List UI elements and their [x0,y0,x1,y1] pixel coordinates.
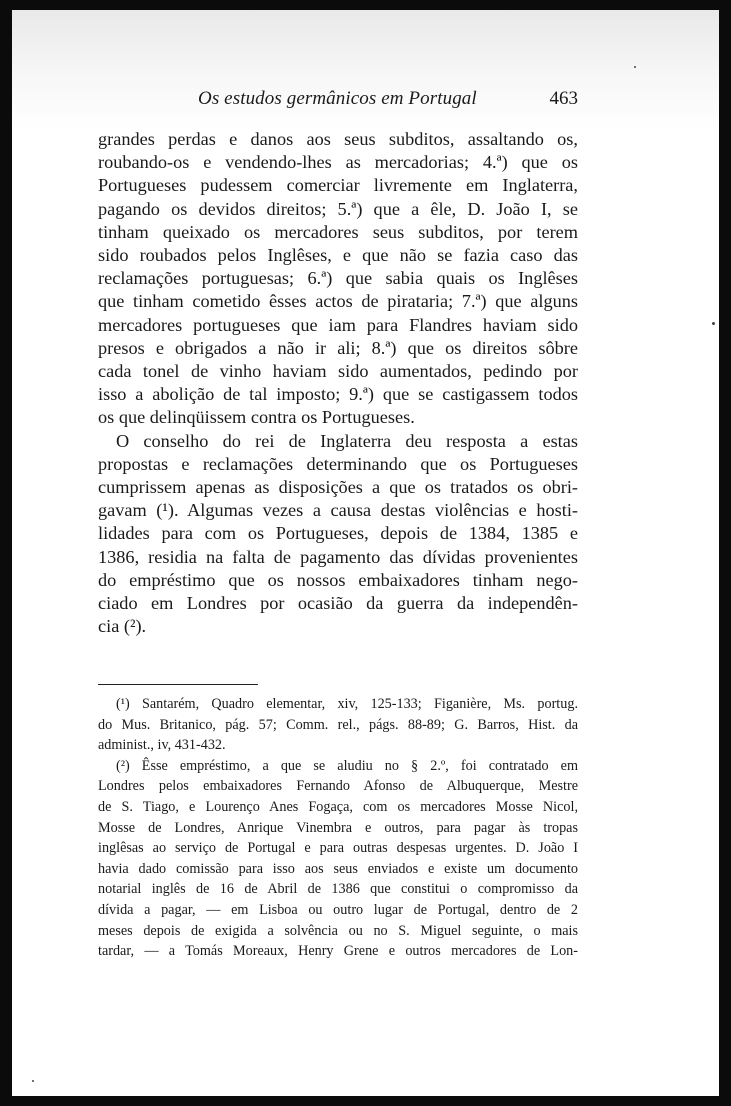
text-line: ciado em Londres por ocasião da guerra da independên- [98,593,578,614]
text-line: cia (²). [98,616,147,637]
text-line: 1386, residia na falta de pagamento das dívidas provenientes [98,546,578,567]
text-line: grandes perdas e danos aos seus subditos, assaltando os, [98,129,578,149]
text-line: pagando os devidos direitos; 5.ª) que a êle, D. João I, se [98,198,578,219]
footnote-line: havia dado comissão para isso aos seus enviados e existe um documento [98,860,578,877]
book-page [12,10,719,1096]
text-line: cada tonel de vinho haviam sido aumentados, pedindo por [98,361,578,382]
footnote-line: notarial inglês de 16 de Abril de 1386 que constitui o compromisso da [98,881,578,898]
page-header [100,88,578,118]
footnote-line: Mosse de Londres, Anrique Vinembra e outros, para pagar às tropas [98,819,578,836]
text-line: O conselho do rei de Inglaterra deu resposta a estas [116,430,578,451]
footnote-line: tardar, — a Tomás Moreaux, Henry Grene e outros mercadores de Lon- [98,943,578,960]
footnotes [98,694,578,962]
scan-speck [32,1080,34,1082]
footnote-line: (²) Êsse empréstimo, a que se aludiu no § 2.º, foi contratado em [116,757,578,774]
text-line: mercadores portugueses que iam para Flandres haviam sido [98,314,578,335]
text-line: lidades para com os Portugueses, depois de 1384, 1385 e [98,523,578,544]
text-line: roubando-os e vendendo-lhes as mercadorias; 4.ª) que os [98,152,578,173]
footnote-line: meses depois de exigida a solvência ou no S. Miguel seguinte, o mais [98,922,578,939]
text-line: tinham queixado os mercadores seus subditos, por terem [98,221,578,242]
text-line: gavam (¹). Algumas vezes a causa destas violências e hosti- [98,500,578,521]
footnote-separator [98,684,258,685]
text-line: sido roubados pelos Inglêses, e que não se fazia caso das [98,245,578,266]
main-text [98,128,578,638]
text-line: reclamações portuguesas; 6.ª) que sabia quais os Inglêses [98,268,578,289]
footnote-line: administ., iv, 431-432. [98,737,226,754]
running-title: Os estudos germânicos em Portugal [198,88,477,109]
text-line: cumprissem apenas as disposições a que os tratados os obri- [98,477,578,498]
footnote-line: inglêsas ao serviço de Portugal e para outras despesas urgentes. D. João I [98,840,578,857]
footnote-line: do Mus. Britanico, pág. 57; Comm. rel., págs. 88-89; G. Barros, Hist. da [98,716,578,733]
scan-speck [712,322,715,325]
text-line: Portugueses pudessem comerciar livremente em Inglaterra, [98,175,578,196]
footnote-line: Londres pelos embaixadores Fernando Afonso de Albuquerque, Mestre [98,778,578,795]
text-line: os que delinqüissem contra os Portugueses. [98,407,415,428]
footnote-line: de S. Tiago, e Lourenço Anes Fogaça, com os mercadores Mosse Nicol, [98,798,578,815]
text-line: que tinham cometido êsses actos de pirataria; 7.ª) que alguns [98,291,578,312]
footnote-1 [98,694,578,756]
text-line: isso a abolição de tal imposto; 9.ª) que se castigassem todos [98,384,578,405]
footnote-line: (¹) Santarém, Quadro elementar, xiv, 125-133; Figanière, Ms. portug. [116,696,578,712]
page-number: 463 [549,88,578,109]
text-line: do empréstimo que os nossos embaixadores tinham nego- [98,569,578,590]
footnote-line: dívida a pagar, — em Lisboa ou outro lugar de Portugal, dentro de 2 [98,901,578,918]
footnote-2 [98,756,578,962]
scan-speck [634,66,636,68]
text-line: propostas e reclamações determinando que os Portugueses [98,453,578,474]
text-line: presos e obrigados a não ir ali; 8.ª) que os direitos sôbre [98,337,578,358]
